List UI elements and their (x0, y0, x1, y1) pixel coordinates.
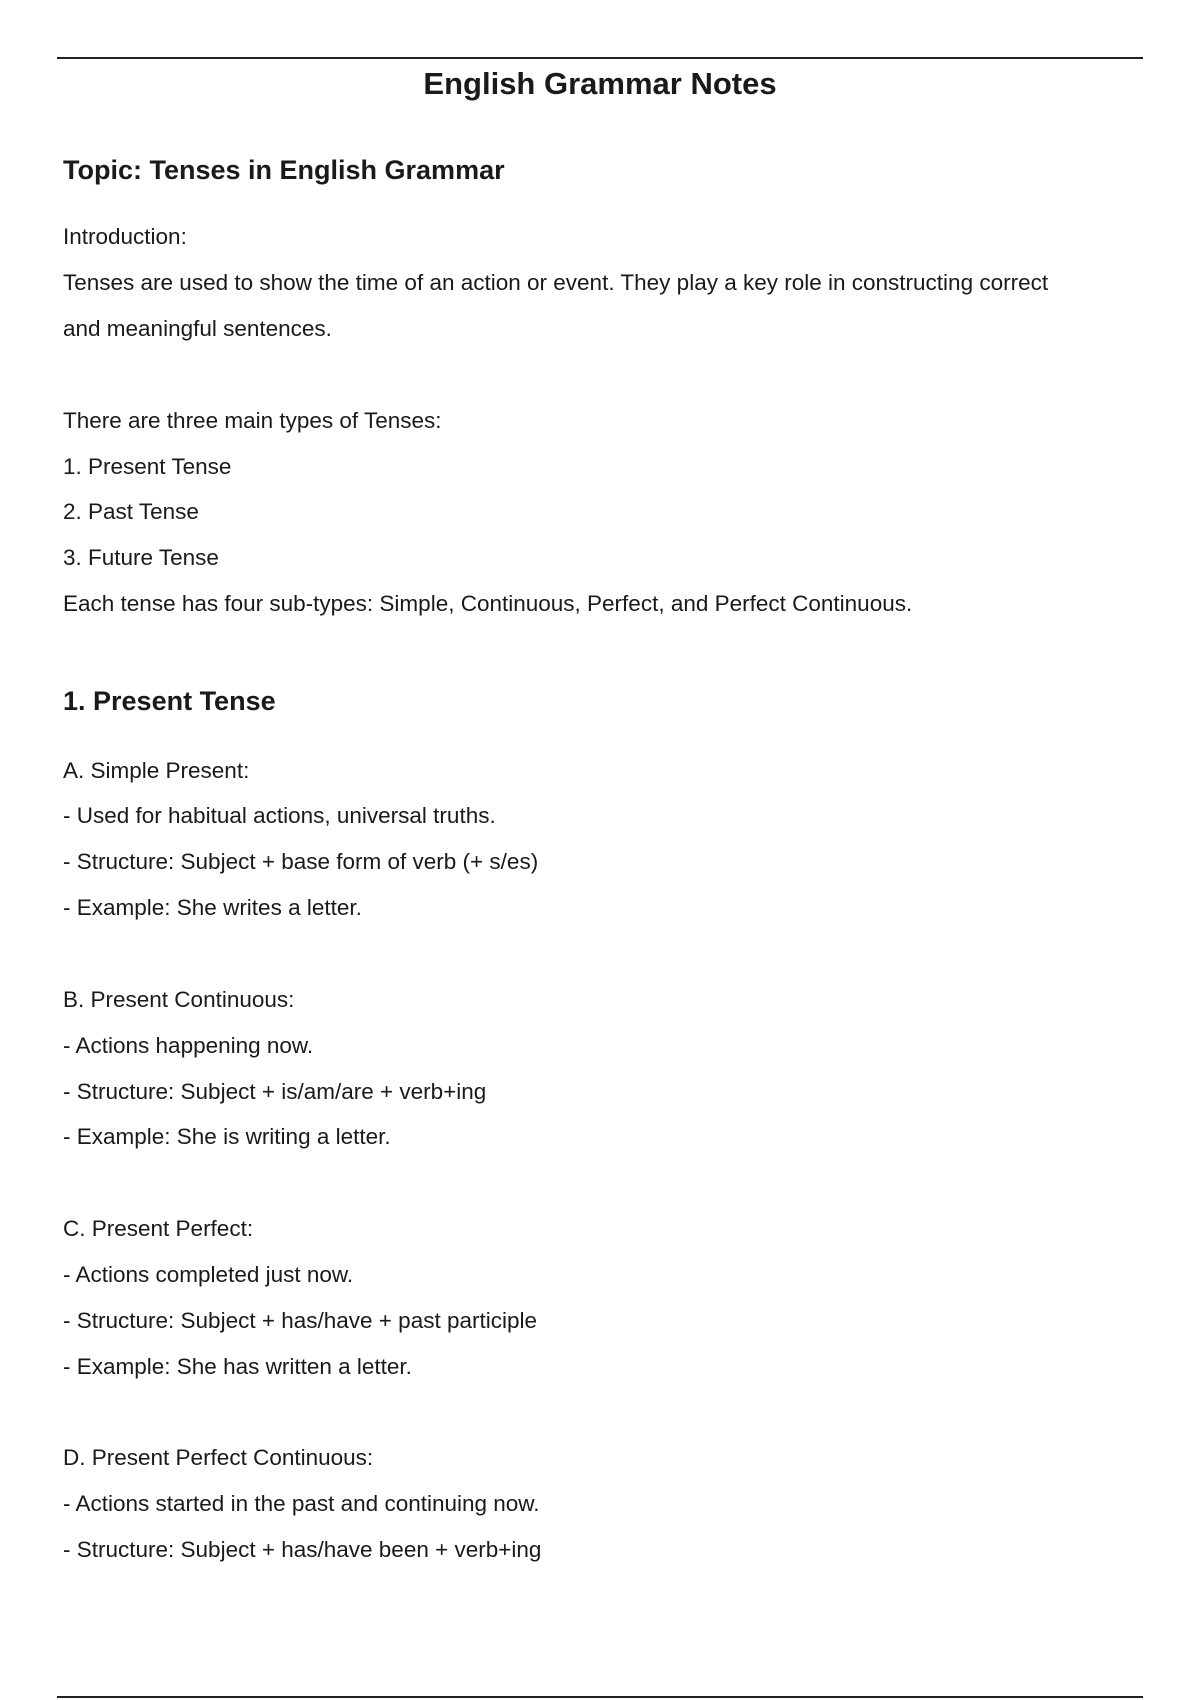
topic-heading: Topic: Tenses in English Grammar (63, 155, 505, 185)
present-continuous-usage: - Actions happening now. (63, 1033, 314, 1058)
intro-label: Introduction: (63, 224, 187, 249)
subtypes-note: Each tense has four sub-types: Simple, Continuous, Perfect, and Perfect Continuous. (63, 591, 913, 616)
document-title: English Grammar Notes (423, 66, 777, 101)
simple-present-structure: - Structure: Subject + base form of verb (+ s/es) (63, 849, 539, 874)
simple-present-example: - Example: She writes a letter. (63, 895, 362, 920)
present-tense-heading: 1. Present Tense (63, 686, 276, 716)
types-list-item: 3. Future Tense (63, 545, 219, 570)
present-perfect-structure: - Structure: Subject + has/have + past participle (63, 1308, 538, 1333)
bottom-rule (57, 1696, 1143, 1698)
present-continuous-example: - Example: She is writing a letter. (63, 1124, 391, 1149)
present-perfect-continuous-label: D. Present Perfect Continuous: (63, 1445, 374, 1470)
present-perfect-continuous-structure: - Structure: Subject + has/have been + verb+ing (63, 1537, 542, 1562)
top-rule (57, 57, 1143, 59)
simple-present-label: A. Simple Present: (63, 758, 250, 783)
present-continuous-label: B. Present Continuous: (63, 987, 295, 1012)
simple-present-usage: - Used for habitual actions, universal truths. (63, 803, 496, 828)
present-perfect-continuous-usage: - Actions started in the past and continuing now. (63, 1491, 540, 1516)
present-perfect-example: - Example: She has written a letter. (63, 1354, 412, 1379)
present-continuous-structure: - Structure: Subject + is/am/are + verb+ing (63, 1079, 487, 1104)
intro-text-line-2: and meaningful sentences. (63, 316, 332, 341)
present-perfect-label: C. Present Perfect: (63, 1216, 254, 1241)
types-heading: There are three main types of Tenses: (63, 408, 442, 433)
types-list-item: 1. Present Tense (63, 454, 232, 479)
types-list-item: 2. Past Tense (63, 499, 199, 524)
intro-text-line-1: Tenses are used to show the time of an action or event. They play a key role in constructing correct (63, 270, 1049, 295)
present-perfect-usage: - Actions completed just now. (63, 1262, 354, 1287)
